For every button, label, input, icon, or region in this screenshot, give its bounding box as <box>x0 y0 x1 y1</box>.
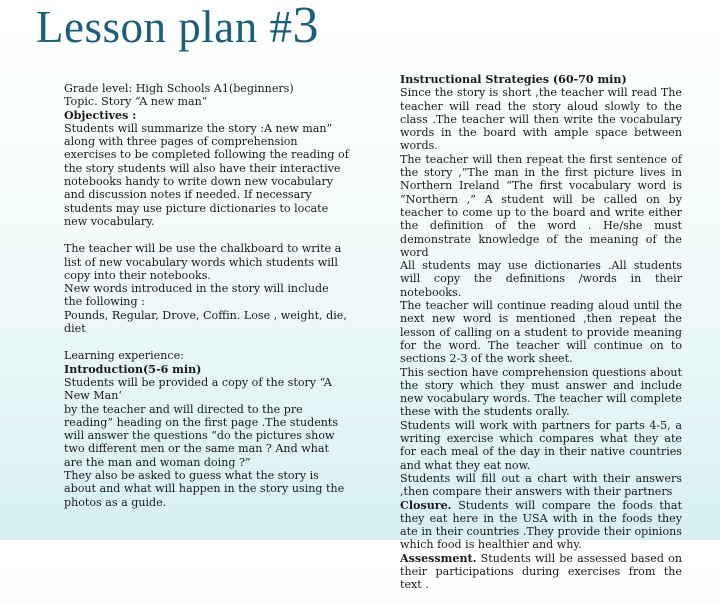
slide-title-number: 3 <box>292 0 319 54</box>
list-item-text: The teacher will then repeat the first sentence of the story ,”The man in the first picture lives in Northern Ireland “The first vocabulary word is “Northern ,” A student will be called on by teacher to come up to the board and write either the definition of the word . He/she must demonstrate knowledge of the meaning of the word <box>400 152 682 259</box>
list-item-text: The teacher will continue reading aloud until the next new word is mentioned ,then repeat the lesson of calling on a student to provide meaning for the word. The teacher will continue on to sections 2-3 of the work sheet. <box>400 299 682 366</box>
list-item-text: The teacher will be use the chalkboard to write a list of new vocabulary words which students will copy into their notebooks. <box>64 242 342 282</box>
list-item <box>386 73 682 86</box>
list-item <box>50 469 350 509</box>
left-bullet-group-3 <box>50 349 350 509</box>
left-bullet-group-2 <box>50 242 350 335</box>
slide-title <box>36 0 319 55</box>
list-item-text: Pounds, Regular, Drove, Coffin. Lose , weight, die, diet <box>64 308 347 336</box>
list-item-text: Objectives : <box>64 108 137 122</box>
list-item <box>50 109 350 122</box>
list-item <box>386 259 682 299</box>
list-item-label: Instructional Strategies (60-70 min) <box>400 73 627 86</box>
list-item-text: They also be asked to guess what the story is about and what will happen in the story using the photos as a guide. <box>64 469 345 509</box>
list-item-text: Students will be assessed based on their participations during exercises from the text . <box>400 551 682 592</box>
slide-title-text: Lesson plan # <box>36 2 293 52</box>
list-item <box>386 366 682 419</box>
right-bullet-list <box>386 73 682 605</box>
list-item-text: Since the story is short ,the teacher will read The teacher will read the story aloud slowly to the class .The teacher will then write the vocabulary words in the board with ample space between words. <box>400 86 682 153</box>
list-item-label: Closure. <box>400 498 452 512</box>
list-item <box>386 299 682 365</box>
list-item <box>50 242 350 282</box>
list-item <box>50 403 350 469</box>
list-item <box>386 86 682 152</box>
right-column <box>386 73 682 605</box>
list-item <box>386 153 682 259</box>
list-item-text: Grade level: High Schools A1(beginners) <box>64 82 294 95</box>
list-item-text: New words introduced in the story will include the following : <box>64 282 329 309</box>
left-bullet-group-1 <box>50 82 350 228</box>
list-item-text: Students will compare the foods that they eat here in the USA with in the foods they ate in their countries .They provide their opinions which food is healthier and why. <box>400 498 682 552</box>
list-item-label: Assessment. <box>400 551 477 565</box>
list-item-text: Students will be provided a copy of the story “A New Man‘ <box>64 375 332 403</box>
list-item <box>386 552 682 592</box>
list-item <box>50 82 350 95</box>
list-item-text: All students may use dictionaries .All students will copy the definitions /words in their notebooks. <box>400 259 682 299</box>
list-item <box>50 122 350 228</box>
list-item <box>50 349 350 362</box>
list-item <box>50 363 350 376</box>
list-item <box>386 592 682 605</box>
left-column <box>50 82 350 509</box>
list-item-text: This section have comprehension questions about the story which they must answer and include new vocabulary words. The teacher will complete these with the students orally. <box>400 365 682 419</box>
list-item-text: by the teacher and will directed to the pre reading” heading on the first page .The students will answer the questions “do the pictures show two different men or the same man ? And what are the man and woman doing ?” <box>64 402 339 469</box>
list-item <box>386 499 682 552</box>
list-item <box>50 376 350 403</box>
list-item <box>386 472 682 499</box>
list-item-text: Students will work with partners for parts 4-5, a writing exercise which compares what they ate for each meal of the day in their native countries and what they eat now. <box>400 418 682 472</box>
list-item-text: Topic. Story “A new man” <box>64 95 208 109</box>
list-item <box>50 282 350 309</box>
list-item-text: Students will summarize the story :A new man” along with three pages of comprehension exercises to be completed following the reading of the story students will also have their interactive notebooks handy to write down new vocabulary and discussion notes if needed. If necessary students may use picture dictionaries to locate new vocabulary. <box>64 121 349 228</box>
list-item-text: Students will fill out a chart with their answers ,then compare their answers with their partners <box>400 471 682 499</box>
list-item <box>386 419 682 472</box>
list-item-text: Learning experience: <box>64 349 184 363</box>
list-item <box>50 309 350 336</box>
list-item <box>50 95 350 108</box>
list-item-text: Introduction(5-6 min) <box>64 362 202 376</box>
